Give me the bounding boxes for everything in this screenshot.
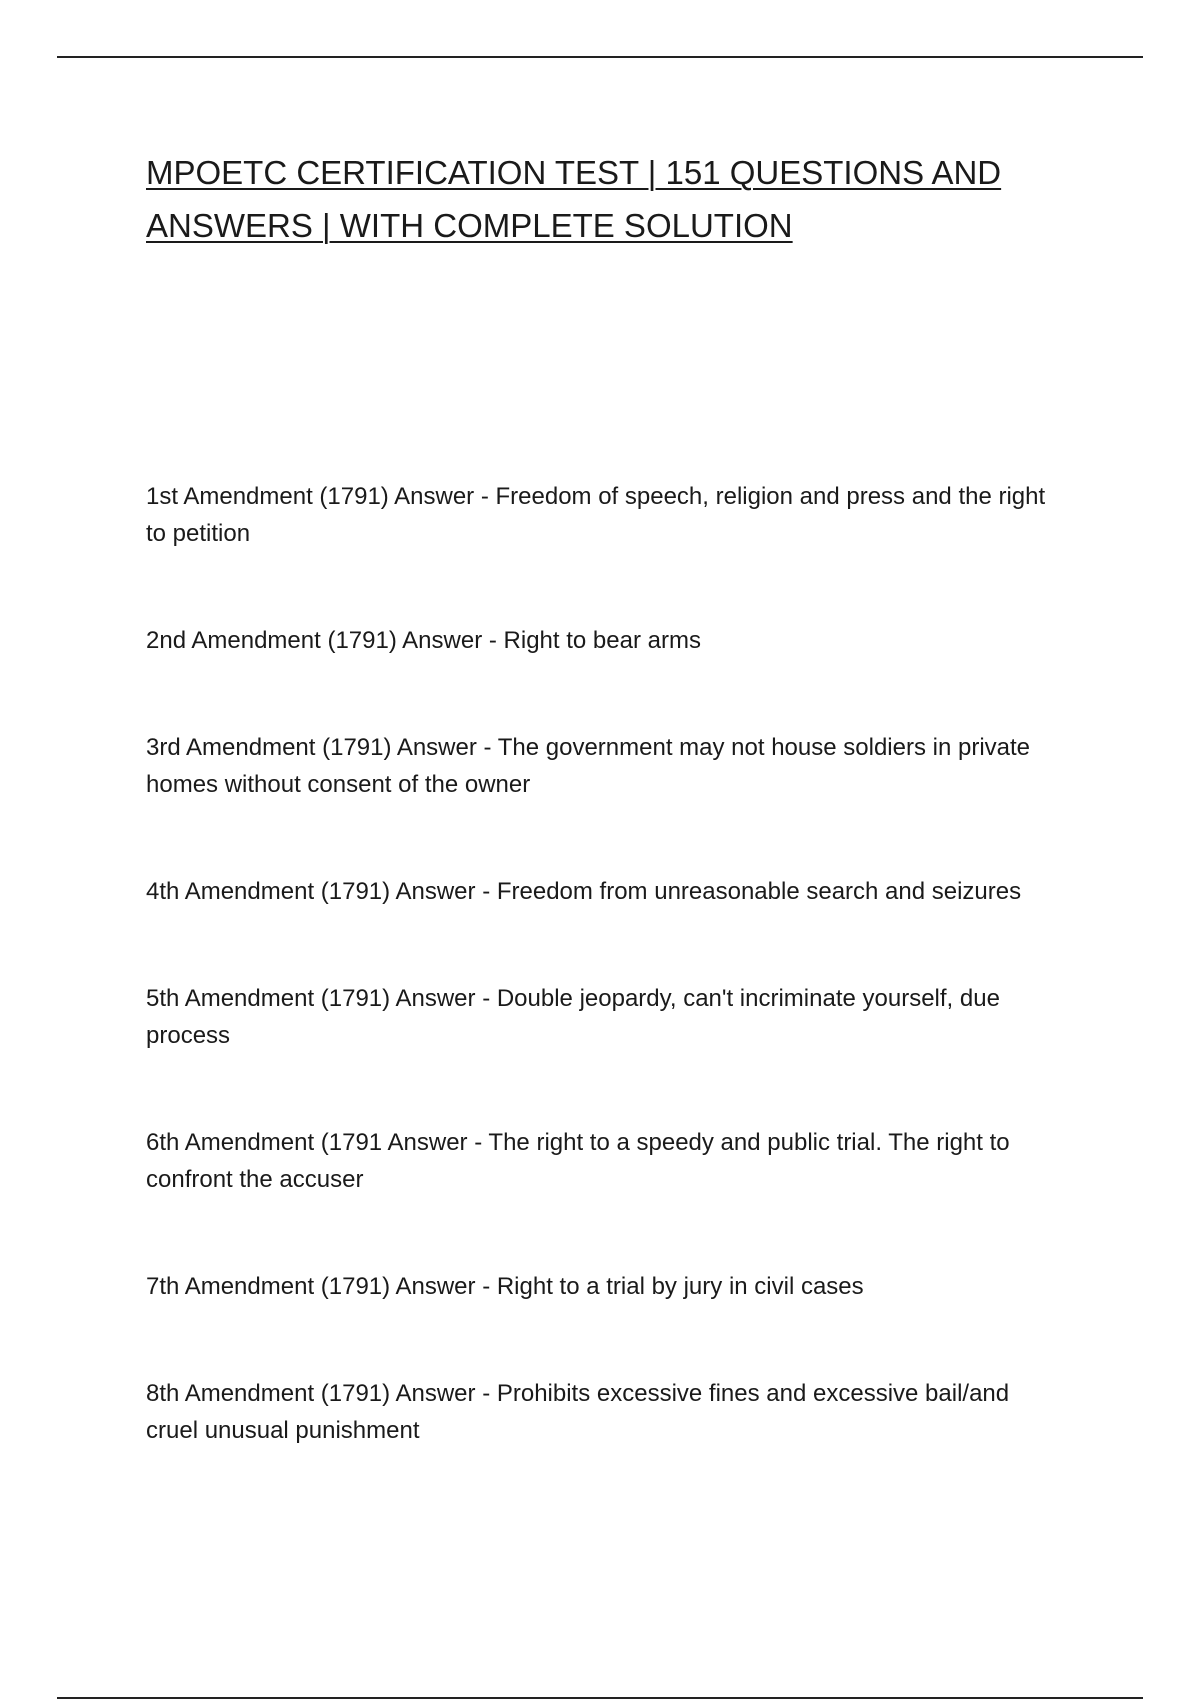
qa-item-8: 8th Amendment (1791) Answer - Prohibits excessive fines and excessive bail/and cruel unusual punishment (146, 1380, 1010, 1444)
qa-item-2: 2nd Amendment (1791) Answer - Right to bear arms (146, 627, 701, 654)
qa-item-4: 4th Amendment (1791) Answer - Freedom from unreasonable search and seizures (146, 878, 1022, 905)
bottom-divider (57, 1697, 1143, 1699)
qa-item-6: 6th Amendment (1791 Answer - The right to a speedy and public trial. The right to confront the accuser (146, 1129, 1010, 1193)
qa-item-1: 1st Amendment (1791) Answer - Freedom of speech, religion and press and the right to petition (146, 483, 1046, 547)
qa-item-5: 5th Amendment (1791) Answer - Double jeopardy, can't incriminate yourself, due process (146, 985, 1000, 1049)
qa-list (146, 478, 1046, 1519)
qa-item-3: 3rd Amendment (1791) Answer - The government may not house soldiers in private homes without consent of the owner (146, 734, 1031, 798)
top-divider (57, 56, 1143, 58)
qa-item-7: 7th Amendment (1791) Answer - Right to a trial by jury in civil cases (146, 1273, 864, 1300)
page-title: MPOETC CERTIFICATION TEST | 151 QUESTIONS AND ANSWERS | WITH COMPLETE SOLUTION (146, 154, 1002, 244)
